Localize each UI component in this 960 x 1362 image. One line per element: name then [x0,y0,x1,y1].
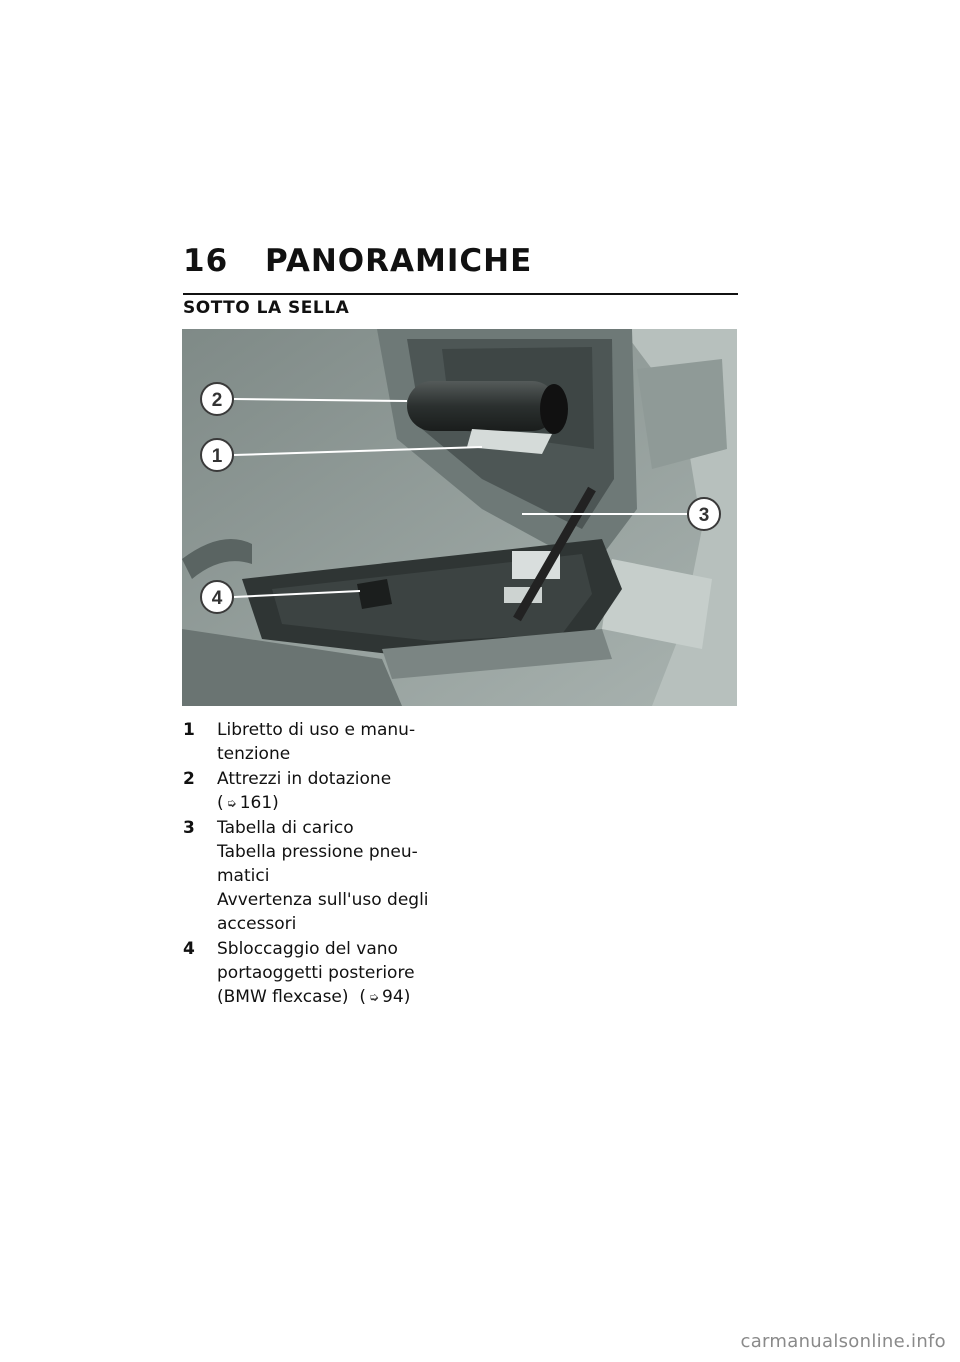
chapter-title: PANORAMICHE [265,243,533,279]
legend-item-3 [183,816,443,936]
arrow-reference-icon: ➭ [226,796,237,810]
legend-text: tenzione [217,744,291,764]
callout-3-label: 3 [698,505,710,526]
page-header [183,243,738,283]
legend-number: 2 [183,769,195,789]
legend-number: 3 [183,818,195,838]
callout-1-label: 1 [211,446,223,467]
legend-text: accessori [217,914,297,934]
page-reference[interactable]: ( ➭ 161) [217,793,279,813]
legend-item-4 [183,937,443,1009]
callout-2-label: 2 [211,390,223,411]
section-title: SOTTO LA SELLA [183,298,350,318]
page-reference-number: 161 [239,793,273,813]
legend-text: Tabella pressione pneu- [217,842,418,862]
page-reference-number: 94 [382,987,404,1007]
legend-text: Libretto di uso e manu- [217,720,416,740]
legend-text: portaoggetti posteriore [217,963,415,983]
arrow-reference-icon: ➭ [368,990,380,1004]
legend-text: matici [217,866,270,886]
legend-text: Attrezzi in dotazione [217,769,392,789]
legend-item-2 [183,767,443,815]
legend-number: 1 [183,720,195,740]
legend-item-1 [183,718,443,766]
legend-text: Avvertenza sull'uso degli [217,890,429,910]
header-divider [183,293,738,295]
legend-text: (BMW flexcase) [217,987,349,1007]
page-number: 16 [183,243,229,279]
figure-legend [183,718,443,1010]
under-seat-illustration [182,329,737,706]
under-seat-photo [182,329,737,706]
callout-4-label: 4 [211,588,223,609]
watermark: carmanualsonline.info [740,1331,946,1352]
legend-text: Tabella di carico [217,818,354,838]
legend-text: Sbloccaggio del vano [217,939,398,959]
page-reference[interactable]: (BMW flexcase) ( ➭ 94) [217,987,411,1007]
legend-number: 4 [183,939,195,959]
